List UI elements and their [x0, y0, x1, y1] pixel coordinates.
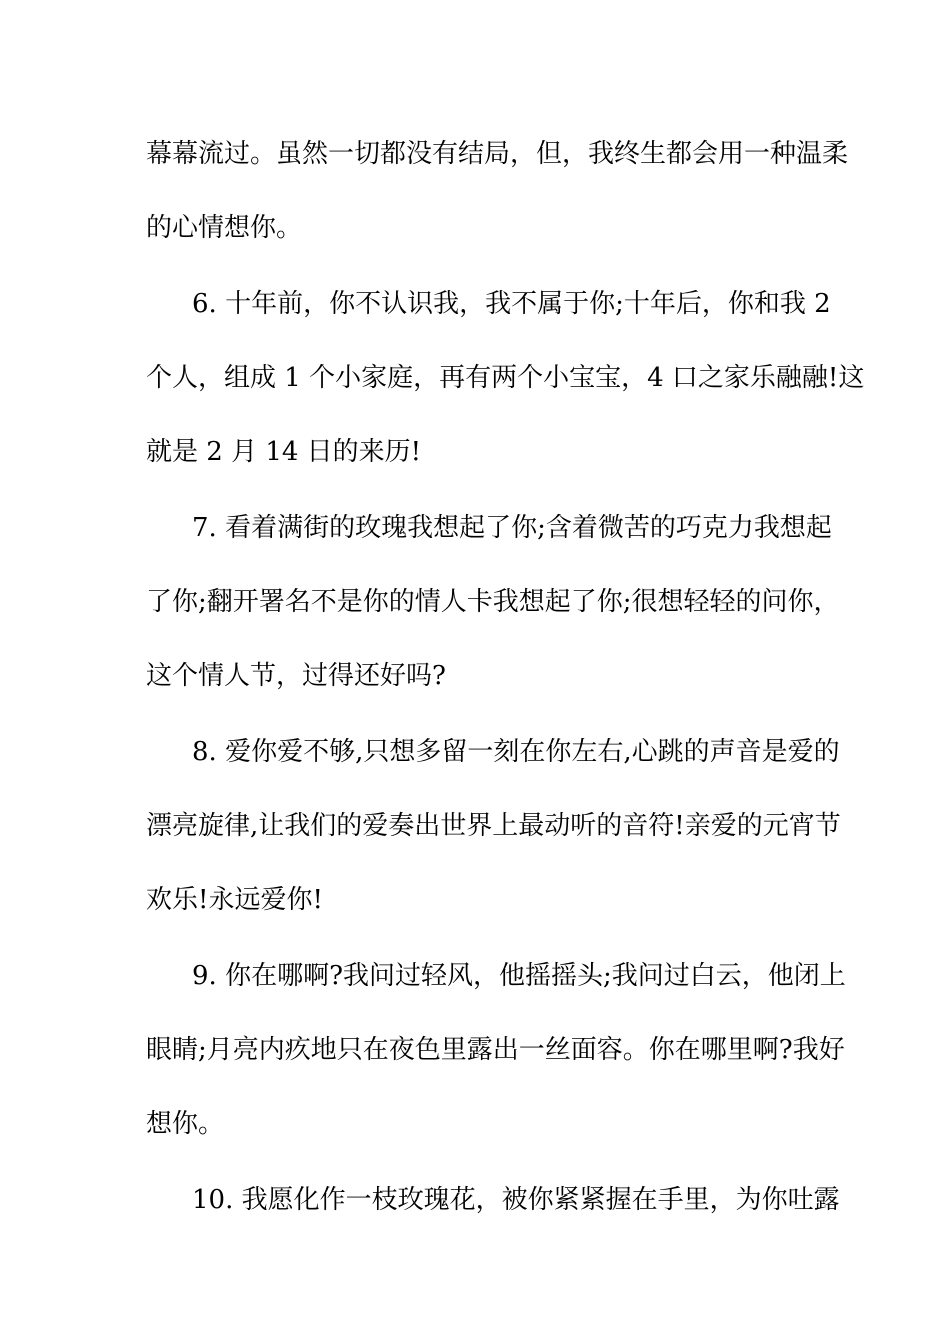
item-6-line-1: 6. 十年前，你不认识我，我不属于你;十年后，你和我 2 — [192, 289, 831, 319]
item-7-line-3: 这个情人节，过得还好吗? — [146, 661, 446, 691]
item-6-line-3: 就是 2 月 14 日的来历! — [146, 437, 422, 467]
item-7-line-1: 7. 看着满街的玫瑰我想起了你;含着微苦的巧克力我想起 — [192, 513, 832, 543]
item-9-line-3: 想你。 — [146, 1109, 225, 1139]
item-7-line-2: 了你;翻开署名不是你的情人卡我想起了你;很想轻轻的问你， — [146, 587, 840, 617]
paragraph-5-line-1: 幕幕流过。虽然一切都没有结局，但，我终生都会用一种温柔 — [146, 139, 849, 169]
item-10-line-1: 10. 我愿化作一枝玫瑰花，被你紧紧握在手里，为你吐露 — [192, 1185, 840, 1215]
item-9-line-1: 9. 你在哪啊?我问过轻风，他摇摇头;我问过白云，他闭上 — [192, 961, 846, 991]
item-9-line-2: 眼睛;月亮内疚地只在夜色里露出一丝面容。你在哪里啊?我好 — [146, 1035, 845, 1065]
item-8-line-3: 欢乐!永远爱你! — [146, 885, 323, 915]
paragraph-5-line-2: 的心情想你。 — [146, 213, 303, 243]
item-8-line-2: 漂亮旋律,让我们的爱奏出世界上最动听的音符!亲爱的元宵节 — [146, 811, 841, 841]
item-6-line-2: 个人，组成 1 个小家庭，再有两个小宝宝，4 口之家乐融融!这 — [146, 363, 865, 393]
item-8-line-1: 8. 爱你爱不够,只想多留一刻在你左右,心跳的声音是爱的 — [192, 737, 840, 767]
